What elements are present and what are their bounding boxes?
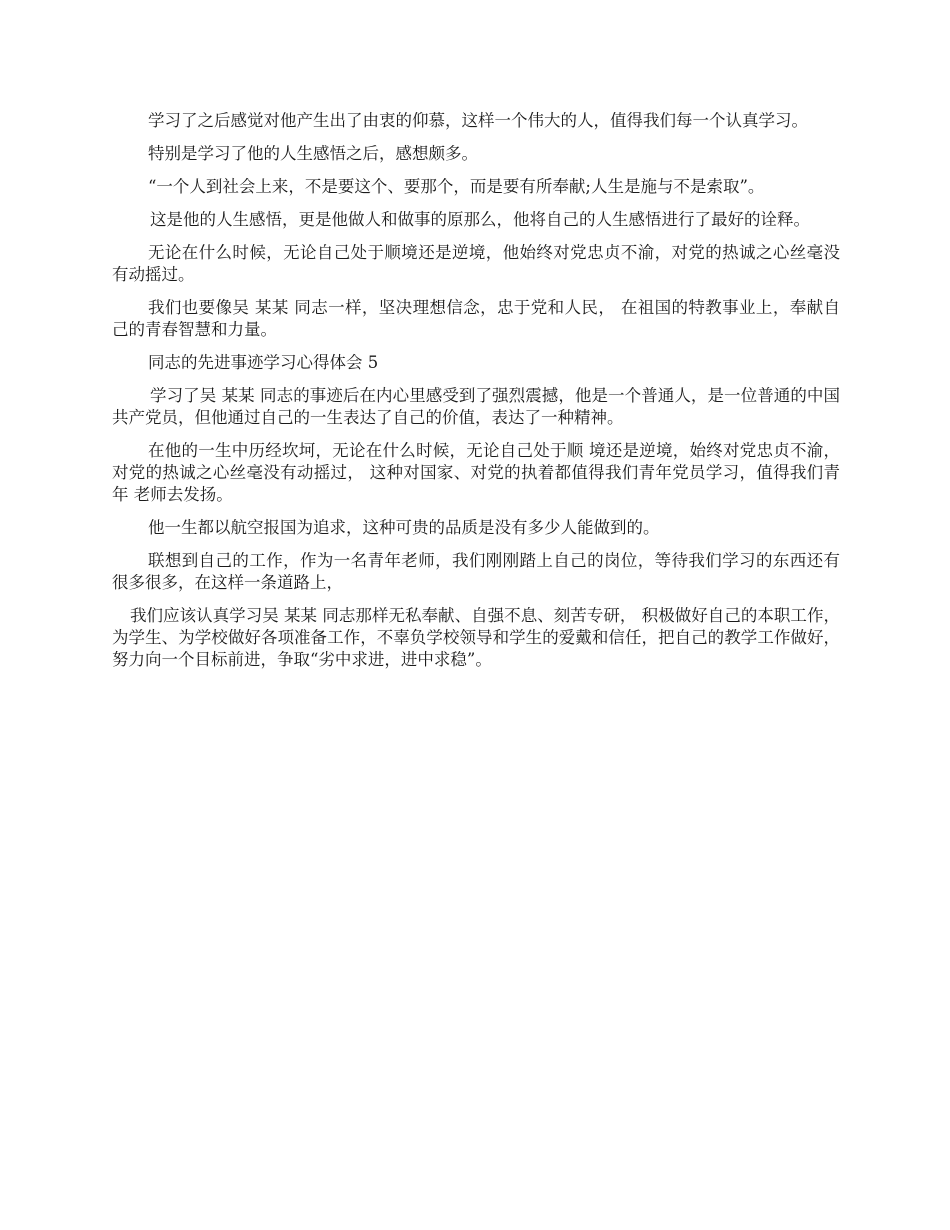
- paragraph-4: 这是他的人生感悟，更是他做人和做事的原那么，他将自己的人生感悟进行了最好的诠释。: [150, 210, 810, 229]
- paragraph-1: 学习了之后感觉对他产生出了由衷的仰慕，这样一个伟大的人，值得我们每一个认真学习。: [148, 111, 808, 130]
- paragraph-7: 学习了吴 某某 同志的事迹后在内心里感受到了强烈震撼，他是一个普通人，是一位普通的中国共产党员，但他通过自己的一生表达了自己的价值，表达了一种精神。: [112, 386, 840, 427]
- paragraph-5: 无论在什么时候，无论自己处于顺境还是逆境，他始终对党忠贞不渝，对党的热诚之心丝毫没有动摇过。: [112, 243, 840, 284]
- document-body: [112, 110, 840, 682]
- paragraph-6: 我们也要像吴 某某 同志一样，坚决理想信念，忠于党和人民， 在祖国的特教事业上，奉献自己的青春智慧和力量。: [112, 298, 840, 339]
- paragraph-2: 特别是学习了他的人生感悟之后，感想颇多。: [148, 144, 478, 163]
- paragraph-10: 联想到自己的工作，作为一名青年老师，我们刚刚踏上自己的岗位，等待我们学习的东西还有很多很多，在这样一条道路上，: [112, 551, 840, 592]
- paragraph-9: 他一生都以航空报国为追求，这种可贵的品质是没有多少人能做到的。: [148, 518, 660, 537]
- paragraph-3: “一个人到社会上来，不是要这个、要那个，而是要有所奉献;人生是施与不是索取”。: [148, 177, 765, 196]
- paragraph-8: 在他的一生中历经坎坷，无论在什么时候，无论自己处于顺 境还是逆境，始终对党忠贞不渝，对党的热诚之心丝毫没有动摇过， 这种对国家、对党的执着都值得我们青年党员学习，值得我们青年 老师去发扬。: [112, 441, 840, 504]
- section-heading: 同志的先进事迹学习心得体会 5: [148, 353, 379, 372]
- paragraph-11: 我们应该认真学习吴 某某 同志那样无私奉献、自强不息、刻苦专研， 积极做好自己的本职工作，为学生、为学校做好各项准备工作，不辜负学校领导和学生的爱戴和信任，把自己的教学工作做好，努力向一个目标前进，争取“劣中求进，进中求稳”。: [112, 606, 840, 669]
